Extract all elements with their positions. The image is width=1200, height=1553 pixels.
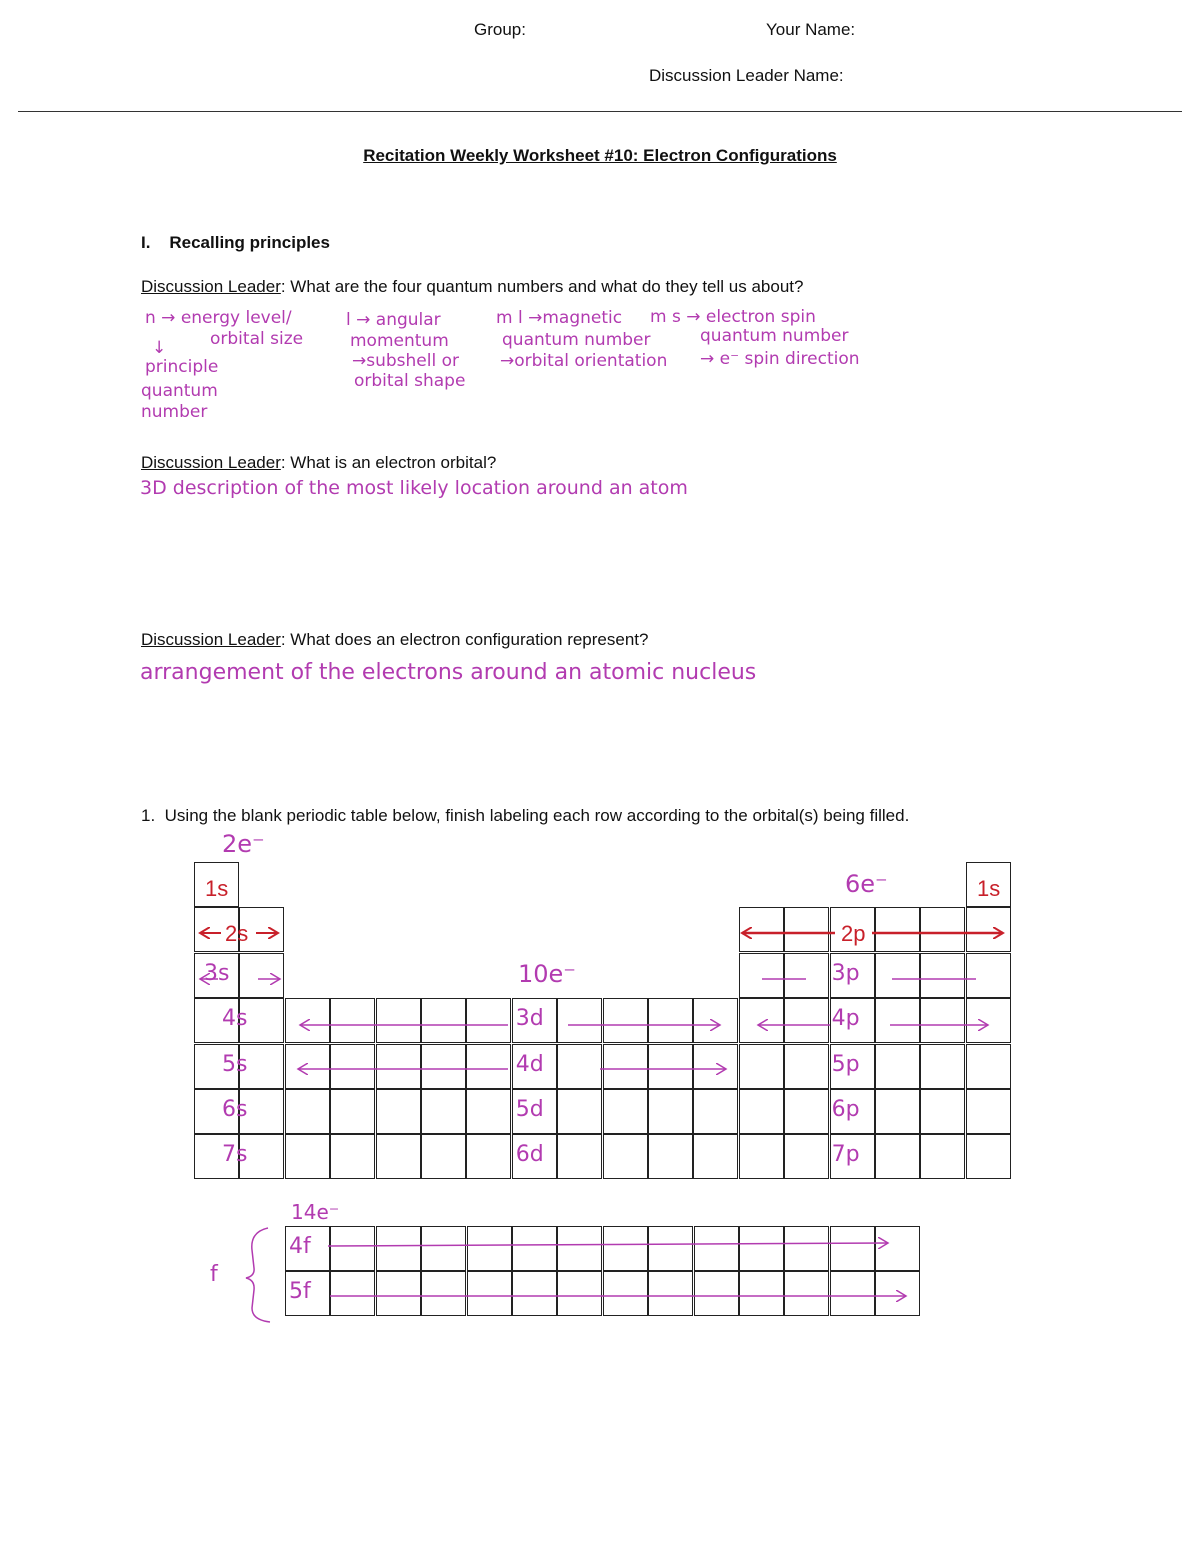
row-label-3s: 3s	[204, 960, 230, 986]
question-lead: Discussion Leader	[141, 453, 281, 472]
section-number: I.	[141, 233, 151, 252]
answer-l-3: →subshell or	[352, 351, 459, 371]
your-name-label: Your Name:	[766, 20, 856, 39]
answer-n-1: n → energy level/	[145, 308, 292, 328]
answer-l-4: orbital shape	[354, 371, 466, 391]
p-capacity: 6e⁻	[845, 870, 888, 898]
row-label-3p: 3p	[831, 960, 860, 986]
group-label: Group:	[474, 20, 526, 39]
label-2s: 2s	[225, 921, 249, 946]
row-label-4f: 4f	[289, 1234, 311, 1259]
row-label-6s: 6s	[222, 1097, 248, 1122]
question-lead: Discussion Leader	[141, 277, 281, 296]
task-number: 1.	[141, 806, 156, 825]
answer-ml-3: →orbital orientation	[500, 351, 668, 371]
answer-l-1: l → angular	[346, 310, 441, 330]
question-text: : What is an electron orbital?	[280, 453, 497, 472]
label-1s-left: 1s	[205, 876, 229, 901]
discussion-leader-name-label: Discussion Leader Name:	[649, 66, 844, 85]
answer-n-4: quantum	[141, 381, 218, 401]
answer-electron-orbital: 3D description of the most likely location around an atom	[140, 477, 688, 499]
row-label-7s: 7s	[222, 1142, 248, 1168]
answer-ms-3: → e⁻ spin direction	[700, 349, 860, 369]
answer-n-3: principle	[145, 357, 219, 377]
row-label-5p: 5p	[831, 1051, 860, 1077]
row-label-5s: 5s	[222, 1051, 248, 1077]
f-block-brace	[246, 1228, 270, 1322]
row-label-3d: 3d	[515, 1006, 544, 1032]
row-label-4s: 4s	[222, 1006, 248, 1032]
worksheet-title: Recitation Weekly Worksheet #10: Electron Configurations	[363, 146, 837, 165]
row-label-6d: 6d	[515, 1142, 544, 1168]
row-label-5f: 5f	[289, 1279, 311, 1305]
f-block-label: f	[210, 1262, 218, 1287]
row-label-6p: 6p	[831, 1097, 860, 1122]
section-title: Recalling principles	[169, 233, 330, 252]
s-capacity: 2e⁻	[222, 830, 265, 858]
answer-ml-1: m l →magnetic	[496, 308, 623, 328]
row-label-4d: 4d	[515, 1051, 544, 1077]
f-capacity: 14e⁻	[291, 1200, 340, 1224]
question-text: : What does an electron configuration represent?	[280, 630, 649, 649]
d-capacity: 10e⁻	[518, 960, 576, 988]
arrow-down-icon: ↓	[152, 338, 167, 358]
row-label-5d: 5d	[515, 1097, 544, 1122]
answer-n-2: orbital size	[210, 329, 304, 349]
row-label-4p: 4p	[831, 1006, 860, 1032]
answer-electron-configuration: arrangement of the electrons around an atomic nucleus	[140, 660, 757, 685]
answer-l-2: momentum	[350, 331, 449, 351]
answer-ms-2: quantum number	[700, 326, 849, 346]
label-1s-right: 1s	[977, 876, 1001, 901]
answer-ml-2: quantum number	[502, 330, 651, 350]
answer-n-5: number	[141, 402, 208, 422]
answer-ms-1: m s → electron spin	[650, 307, 816, 327]
arrow-4f-right	[328, 1243, 888, 1246]
question-text: : What are the four quantum numbers and what do they tell us about?	[280, 277, 804, 296]
task-text: Using the blank periodic table below, finish labeling each row according to the orbital(s) being filled.	[164, 806, 910, 825]
row-label-7p: 7p	[831, 1142, 860, 1168]
label-2p: 2p	[841, 921, 866, 946]
question-lead: Discussion Leader	[141, 630, 281, 649]
